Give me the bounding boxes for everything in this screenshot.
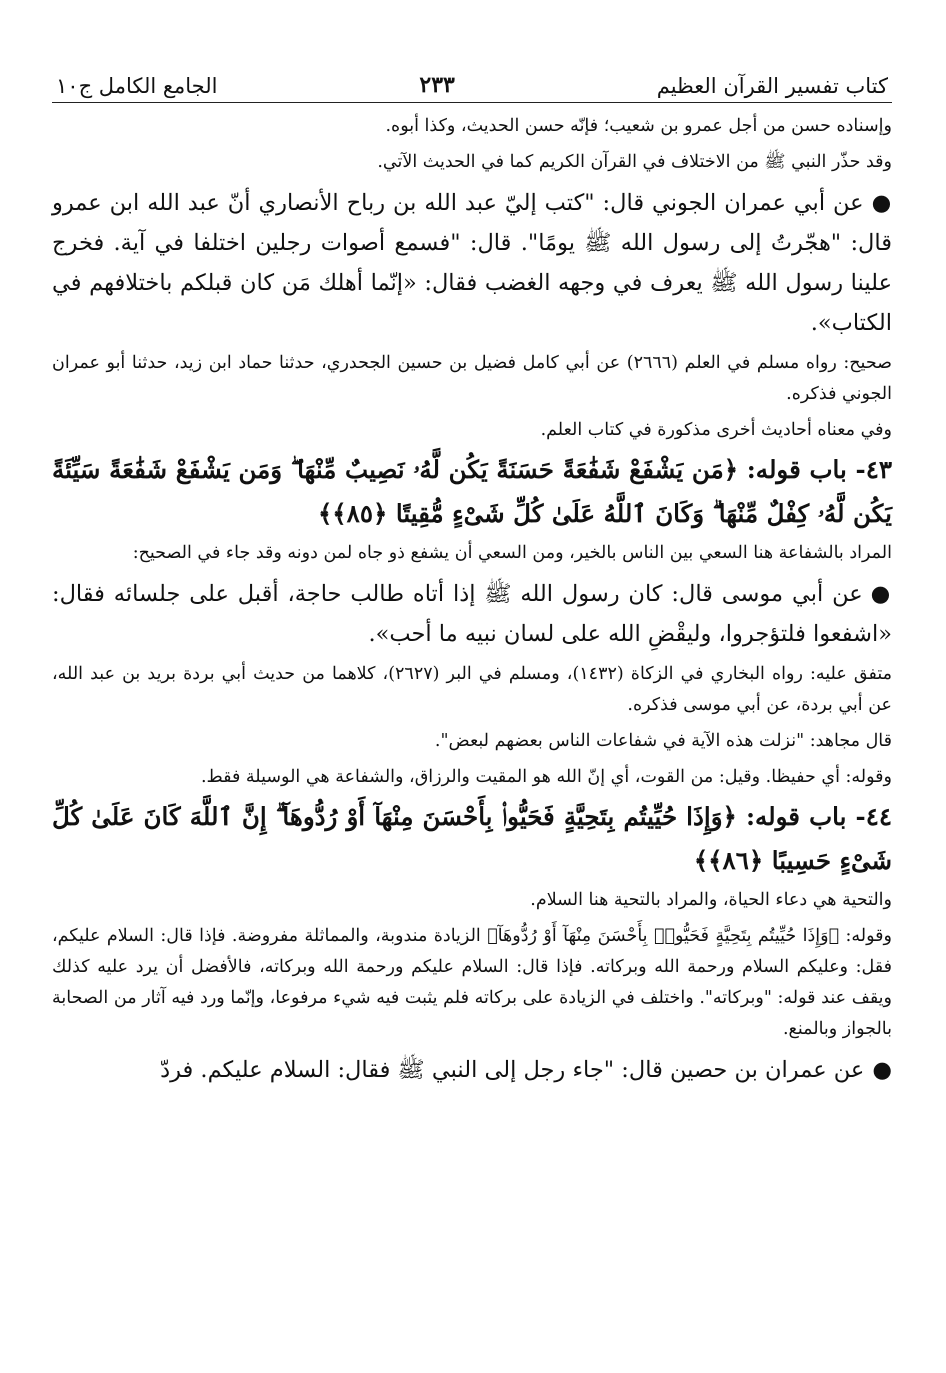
paragraph: قال مجاهد: "نزلت هذه الآية في شفاعات الناس بعضهم لبعض". — [434, 731, 892, 751]
paragraph: وقوله: ﴿وَإِذَا حُيِّيتُم بِتَحِيَّةٍ فَحَيُّوا۟ بِأَحْسَنَ مِنْهَآ أَوْ رُدُّوهَآ﴾ الزيادة مندوبة، والمماثلة مفروضة. فإذا قال: السلام عليكم، فقل: وعليكم السلام ورحمة الله وبركاته. فإذا قال: السلام عليكم ورحمة الله وبركاته، فالأفضل أن يرد عليه كذلك ويقف عند قوله: "وبركاته". واختلف في الزيادة على بركاته فلم يثبت فيه شيء مرفوعا، وإنّما ورد فيه آثار من الصحابة بالجواز وبالمنع. — [52, 926, 892, 1039]
hadith-paragraph: ●عن أبي عمران الجوني قال: "كتب إليّ عبد الله بن رباح الأنصاري أنّ عبد الله ابن عمرو قال: "هجّرتُ إلى رسول الله ﷺ يومًا". قال: "فسمع أصوات رجلين اختلفا في آية. فخرج علينا رسول الله ﷺ يعرف في وجهه الغضب فقال: «إنّما أهلك مَن كان قبلكم باختلافهم في الكتاب». — [52, 190, 892, 336]
page-number: ٢٣٣ — [419, 72, 455, 98]
hadith-paragraph: ●عن أبي موسى قال: كان رسول الله ﷺ إذا أتاه طالب حاجة، أقبل على جلسائه فقال: «اشفعوا فلتؤجروا، وليقْضِ الله على لسان نبيه ما أحب». — [52, 581, 892, 647]
takhrij-paragraph: متفق عليه: رواه البخاري في الزكاة (١٤٣٢)، ومسلم في البر (٢٦٢٧)، كلاهما من حديث أبي بردة بريد بن عبد الله، عن أبي بردة، عن أبي موسى فذكره. — [52, 664, 892, 715]
chapter-label: ٤٣- باب قوله: — [746, 455, 893, 484]
paragraph: وإسناده حسن من أجل عمرو بن شعيب؛ فإنّه حسن الحديث، وكذا أبوه. — [385, 116, 892, 136]
bullet-icon: ● — [872, 1057, 892, 1083]
quran-verse: ﴿مَن يَشْفَعْ شَفَٰعَةً حَسَنَةً يَكُن لَّهُۥ نَصِيبٌ مِّنْهَا ۖ وَمَن يَشْفَعْ شَفَٰعَةً سَيِّئَةً يَكُن لَّهُۥ كِفْلٌ مِّنْهَا ۗ وَكَانَ ٱللَّهُ عَلَىٰ كُلِّ شَىْءٍ مُّقِيتًا ﴿٨٥﴾﴾ — [52, 455, 892, 528]
bullet-icon: ● — [870, 581, 892, 607]
page-body — [52, 111, 892, 1090]
paragraph: المراد بالشفاعة هنا السعي بين الناس بالخير، ومن السعي أن يشفع ذو جاه لمن دونه وقد جاء في الصحيح: — [132, 543, 892, 563]
chapter-heading — [52, 448, 892, 536]
book-page — [52, 52, 892, 1352]
paragraph: والتحية هي دعاء الحياة، والمراد بالتحية هنا السلام. — [530, 890, 892, 910]
chapter-label: ٤٤- باب قوله: — [745, 802, 893, 831]
chapter-heading — [52, 795, 892, 883]
paragraph: وقد حذّر النبي ﷺ من الاختلاف في القرآن الكريم كما في الحديث الآتي. — [377, 152, 892, 172]
quran-verse: ﴿وَإِذَا حُيِّيتُم بِتَحِيَّةٍ فَحَيُّوا۟ بِأَحْسَنَ مِنْهَآ أَوْ رُدُّوهَآ ۗ إِنَّ ٱللَّهَ كَانَ عَلَىٰ كُلِّ شَىْءٍ حَسِيبًا ﴿٨٦﴾﴾ — [52, 802, 892, 875]
volume-title: الجامع الكامل ج١٠ — [56, 74, 218, 98]
bullet-icon: ● — [871, 190, 892, 216]
page-header — [52, 52, 892, 103]
paragraph: وفي معناه أحاديث أخرى مذكورة في كتاب العلم. — [540, 420, 892, 440]
takhrij-paragraph: صحيح: رواه مسلم في العلم (٢٦٦٦) عن أبي كامل فضيل بن حسين الجحدري، حدثنا حماد ابن زيد، حدثنا أبو عمران الجوني فذكره. — [52, 353, 892, 404]
paragraph: وقوله: أي حفيظا. وقيل: من القوت، أي إنّ الله هو المقيت والرزاق، والشفاعة هي الوسيلة فقط. — [200, 767, 892, 787]
hadith-paragraph: ●عن عمران بن حصين قال: "جاء رجل إلى النبي ﷺ فقال: السلام عليكم. فردّ — [160, 1057, 892, 1083]
book-title: كتاب تفسير القرآن العظيم — [656, 74, 888, 98]
